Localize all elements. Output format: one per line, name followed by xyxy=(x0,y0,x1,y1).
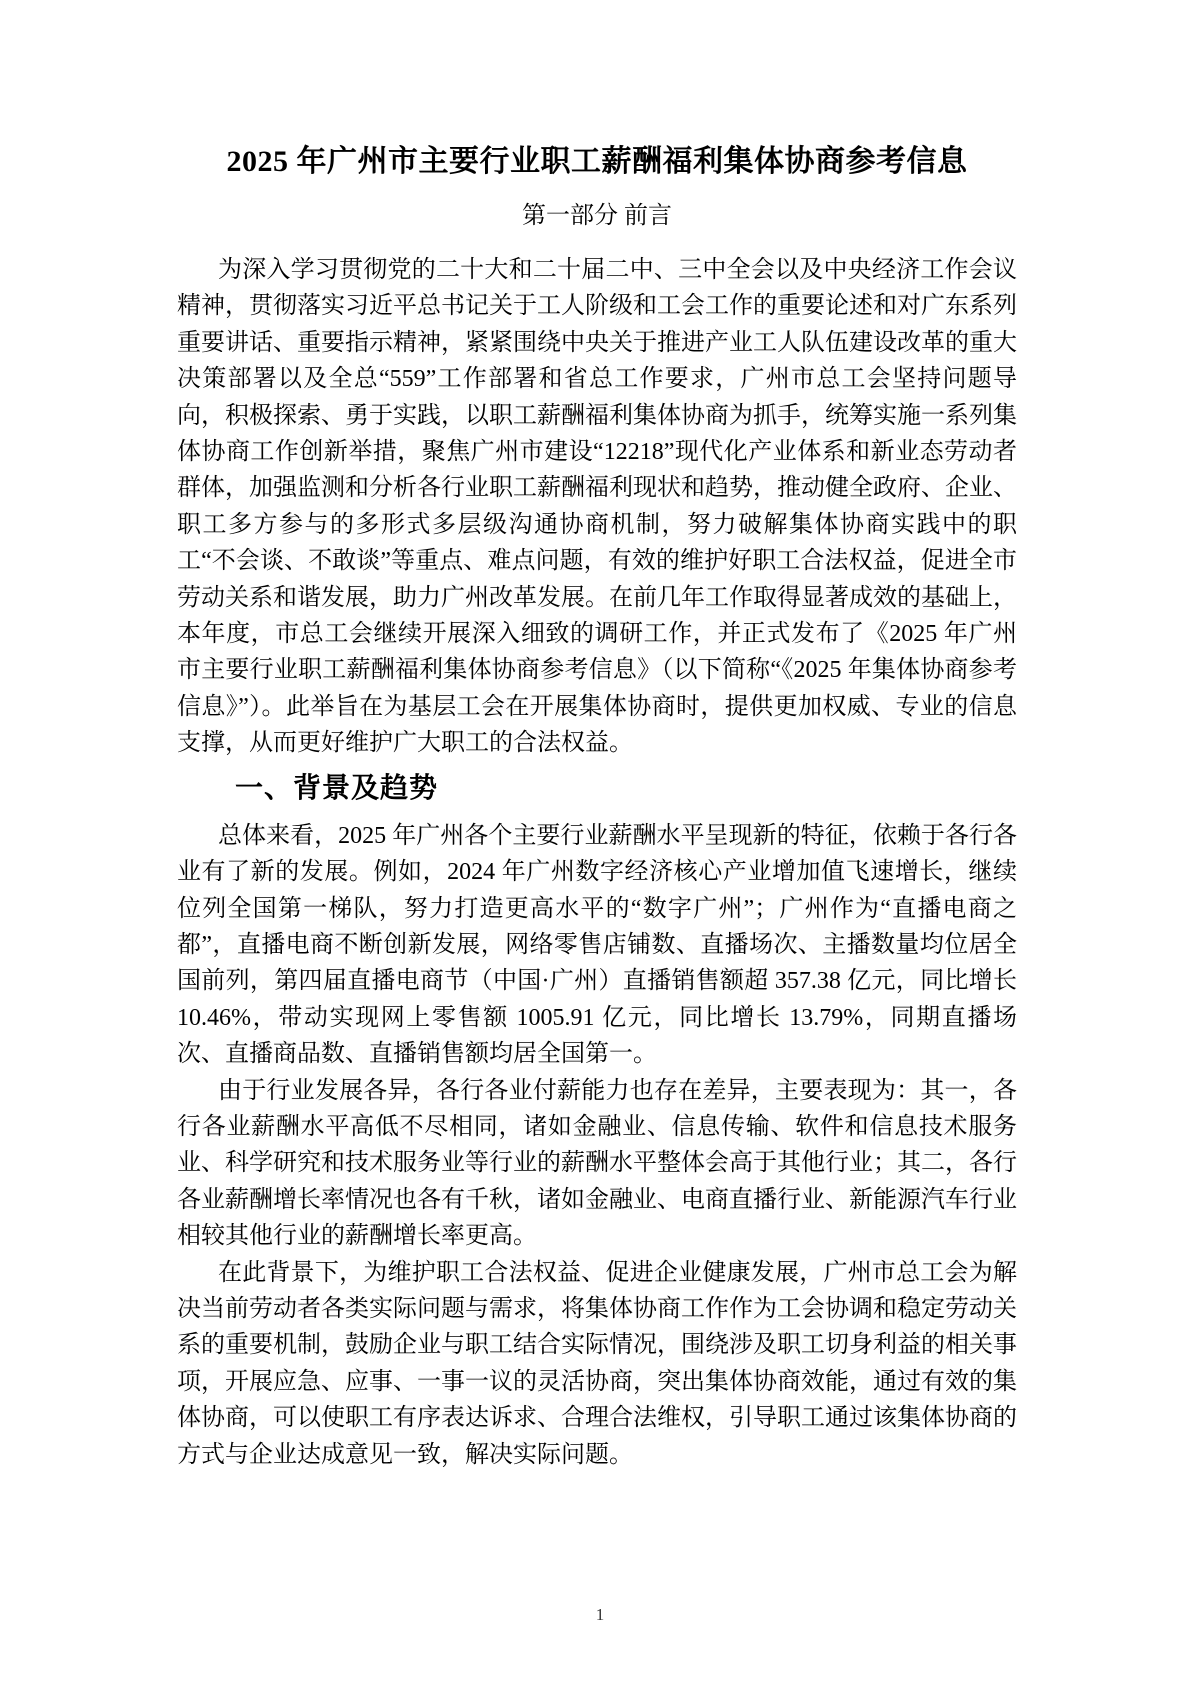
body-paragraph-overview: 总体来看，2025 年广州各个主要行业薪酬水平呈现新的特征，依赖于各行各业有了新的发展。例如，2024 年广州数字经济核心产业增加值飞速增长，继续位列全国第一梯队，努力打造更高水平的“数字广州”；广州作为“直播电商之都”，直播电商不断创新发展，网络零售店铺数、直播场次、主播数量均位居全国前列，第四届直播电商节（中国·广州）直播销售额超 357.38 亿元，同比增长 10.46%，带动实现网上零售额 1005.91 亿元，同比增长 13.79%，同期直播场次、直播商品数、直播销售额均居全国第一。 xyxy=(177,822,1017,1068)
body-paragraph-collective-bargaining: 在此背景下，为维护职工合法权益、促进企业健康发展，广州市总工会为解决当前劳动者各类实际问题与需求，将集体协商工作作为工会协调和稳定劳动关系的重要机制，鼓励企业与职工结合实际情况，围绕涉及职工切身利益的相关事项，开展应急、应事、一事一议的灵活协商，突出集体协商效能，通过有效的集体协商，可以使职工有序表达诉求、合理合法维权，引导职工通过该集体协商的方式与企业达成意见一致，解决实际问题。 xyxy=(177,1259,1017,1468)
part-heading: 第一部分 前言 xyxy=(522,203,672,229)
section-heading-background-and-trends: 一、背景及趋势 xyxy=(235,771,439,803)
body-paragraph-industry-differences: 由于行业发展各异，各行各业付薪能力也存在差异，主要表现为：其一，各行各业薪酬水平高低不尽相同，诸如金融业、信息传输、软件和信息技术服务业、科学研究和技术服务业等行业的薪酬水平整体会高于其他行业；其二，各行各业薪酬增长率情况也各有千秋，诸如金融业、电商直播行业、新能源汽车行业相较其他行业的薪酬增长率更高。 xyxy=(177,1077,1017,1250)
document-title: 2025 年广州市主要行业职工薪酬福利集体协商参考信息 xyxy=(226,145,968,178)
preface-paragraph: 为深入学习贯彻党的二十大和二十届二中、三中全会以及中央经济工作会议精神，贯彻落实习近平总书记关于工人阶级和工会工作的重要论述和对广东系列重要讲话、重要指示精神，紧紧围绕中央关于推进产业工人队伍建设改革的重大决策部署以及全总“559”工作部署和省总工作要求，广州市总工会坚持问题导向，积极探索、勇于实践，以职工薪酬福利集体协商为抓手，统筹实施一系列集体协商工作创新举措，聚焦广州市建设“12218”现代化产业体系和新业态劳动者群体，加强监测和分析各行业职工薪酬福利现状和趋势，推动健全政府、企业、职工多方参与的多形式多层级沟通协商机制，努力破解集体协商实践中的职工“不会谈、不敢谈”等重点、难点问题，有效的维护好职工合法权益，促进全市劳动关系和谐发展，助力广州改革发展。在前几年工作取得显著成效的基础上，本年度，市总工会继续开展深入细致的调研工作，并正式发布了《2025 年广州市主要行业职工薪酬福利集体协商参考信息》（以下简称“《2025 年集体协商参考信息》”）。此举旨在为基层工会在开展集体协商时，提供更加权威、专业的信息支撑，从而更好维护广大职工的合法权益。 xyxy=(177,257,1017,757)
page-number: 1 xyxy=(595,1605,605,1624)
document-content xyxy=(177,0,1017,1473)
